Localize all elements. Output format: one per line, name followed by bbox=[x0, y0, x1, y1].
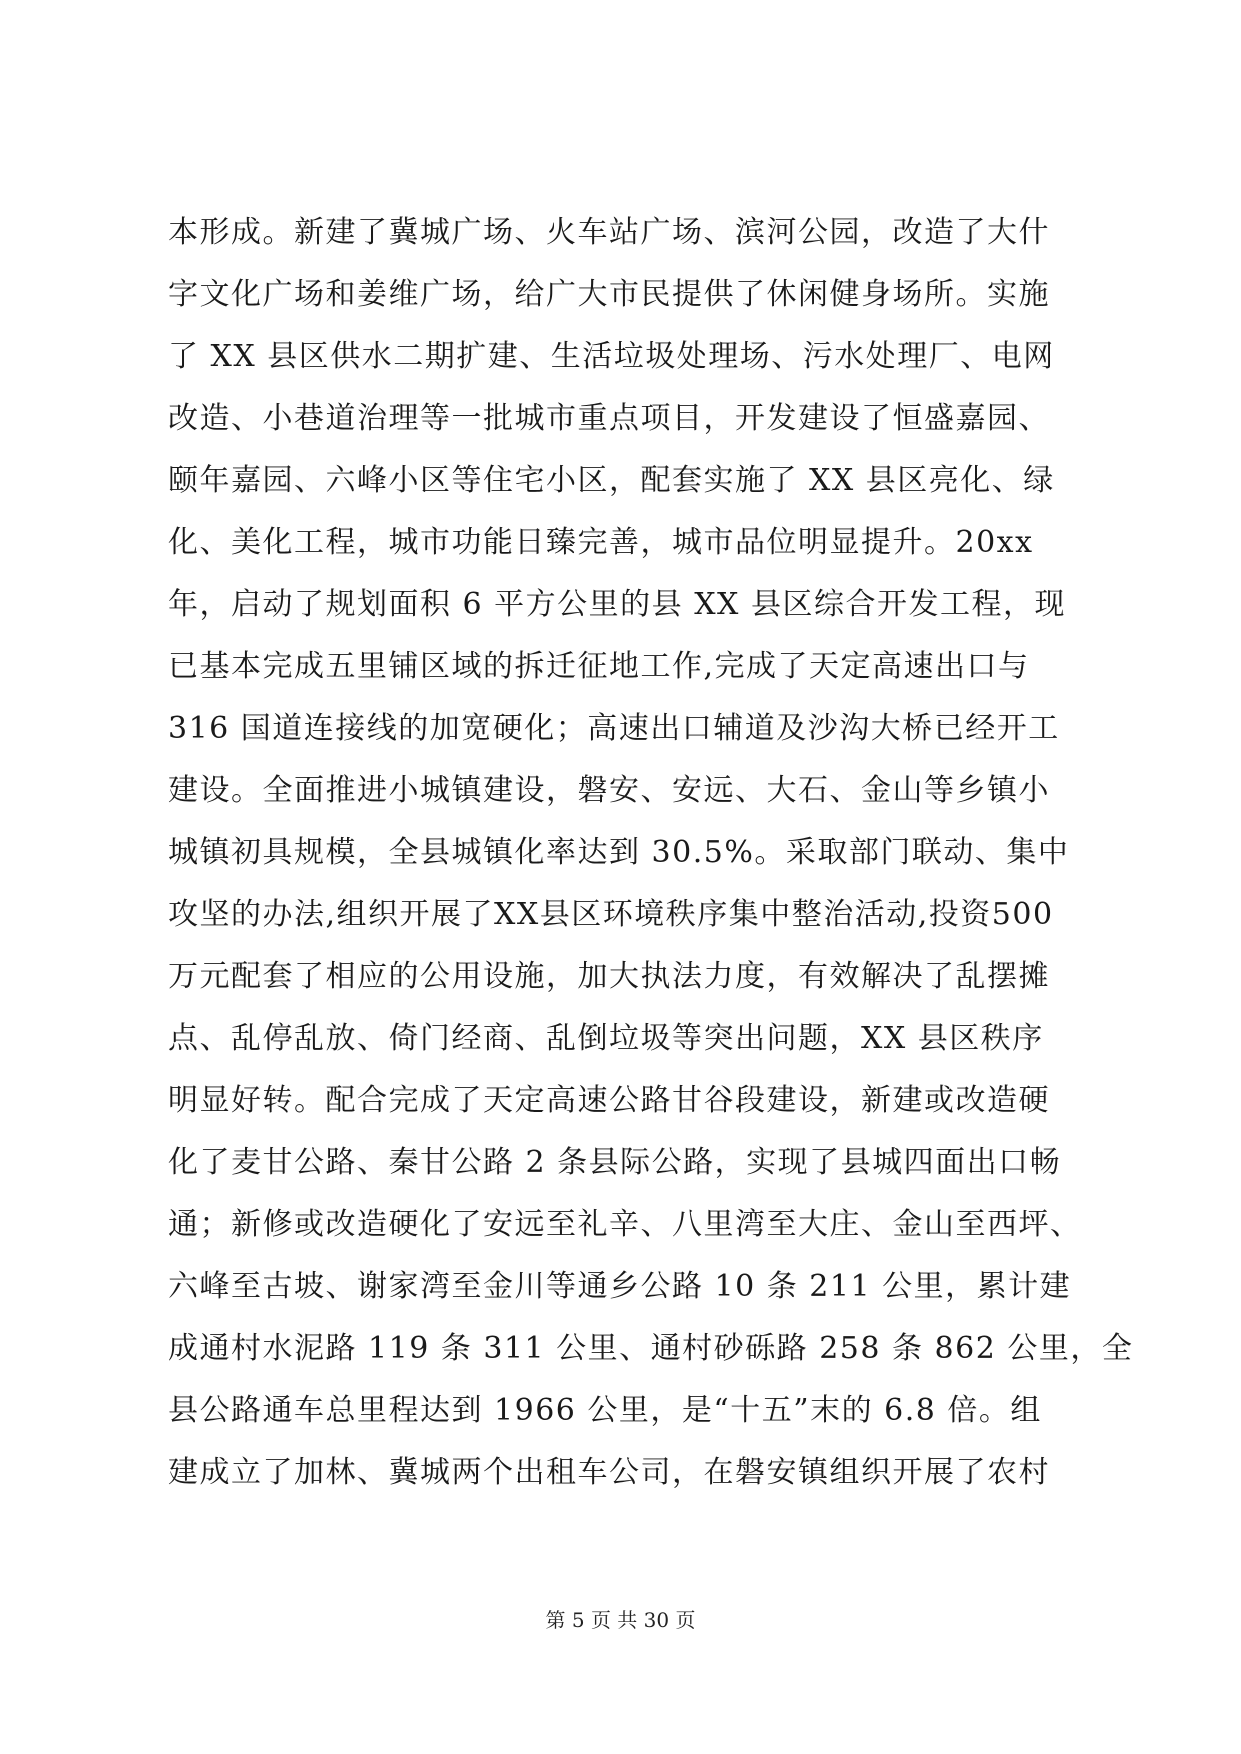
text-line: 化了麦甘公路、秦甘公路 2 条县际公路，实现了县城四面出口畅 bbox=[168, 1145, 1062, 1180]
text-line: 攻坚的办法,组织开展了XX县区环境秩序集中整治活动,投资500 bbox=[168, 897, 1054, 932]
text-line: 字文化广场和姜维广场，给广大市民提供了休闲健身场所。实施 bbox=[168, 277, 1050, 312]
text-line: 本形成。新建了冀城广场、火车站广场、滨河公园，改造了大什 bbox=[168, 215, 1050, 250]
text-line: 化、美化工程，城市功能日臻完善，城市品位明显提升。20xx bbox=[168, 525, 1034, 560]
text-line: 六峰至古坡、谢家湾至金川等通乡公路 10 条 211 公里，累计建 bbox=[168, 1269, 1072, 1304]
text-line: 成通村水泥路 119 条 311 公里、通村砂砾路 258 条 862 公里，全 bbox=[168, 1331, 1134, 1366]
text-line: 万元配套了相应的公用设施，加大执法力度，有效解决了乱摆摊 bbox=[168, 959, 1050, 994]
text-line: 县公路通车总里程达到 1966 公里，是“十五”末的 6.8 倍。组 bbox=[168, 1393, 1042, 1428]
text-line: 年，启动了规划面积 6 平方公里的县 XX 县区综合开发工程，现 bbox=[168, 587, 1066, 622]
text-line: 明显好转。配合完成了天定高速公路甘谷段建设，新建或改造硬 bbox=[168, 1083, 1050, 1118]
text-line: 颐年嘉园、六峰小区等住宅小区，配套实施了 XX 县区亮化、绿 bbox=[168, 463, 1055, 498]
text-line: 点、乱停乱放、倚门经商、乱倒垃圾等突出问题，XX 县区秩序 bbox=[168, 1021, 1044, 1056]
page-number-footer: 第 5 页 共 30 页 bbox=[545, 1608, 696, 1632]
text-line: 了 XX 县区供水二期扩建、生活垃圾处理场、污水处理厂、电网 bbox=[168, 339, 1055, 374]
text-line: 建设。全面推进小城镇建设，磐安、安远、大石、金山等乡镇小 bbox=[168, 773, 1050, 808]
body-text bbox=[168, 202, 1134, 1504]
text-line: 改造、小巷道治理等一批城市重点项目，开发建设了恒盛嘉园、 bbox=[168, 401, 1050, 436]
text-line: 建成立了加林、冀城两个出租车公司，在磐安镇组织开展了农村 bbox=[168, 1455, 1050, 1490]
text-line: 城镇初具规模，全县城镇化率达到 30.5%。采取部门联动、集中 bbox=[168, 835, 1070, 870]
text-line: 通；新修或改造硬化了安远至礼辛、八里湾至大庄、金山至西坪、 bbox=[168, 1207, 1082, 1242]
text-line: 316 国道连接线的加宽硬化；高速出口辅道及沙沟大桥已经开工 bbox=[168, 711, 1060, 746]
text-line: 已基本完成五里铺区域的拆迁征地工作,完成了天定高速出口与 bbox=[168, 649, 1030, 684]
